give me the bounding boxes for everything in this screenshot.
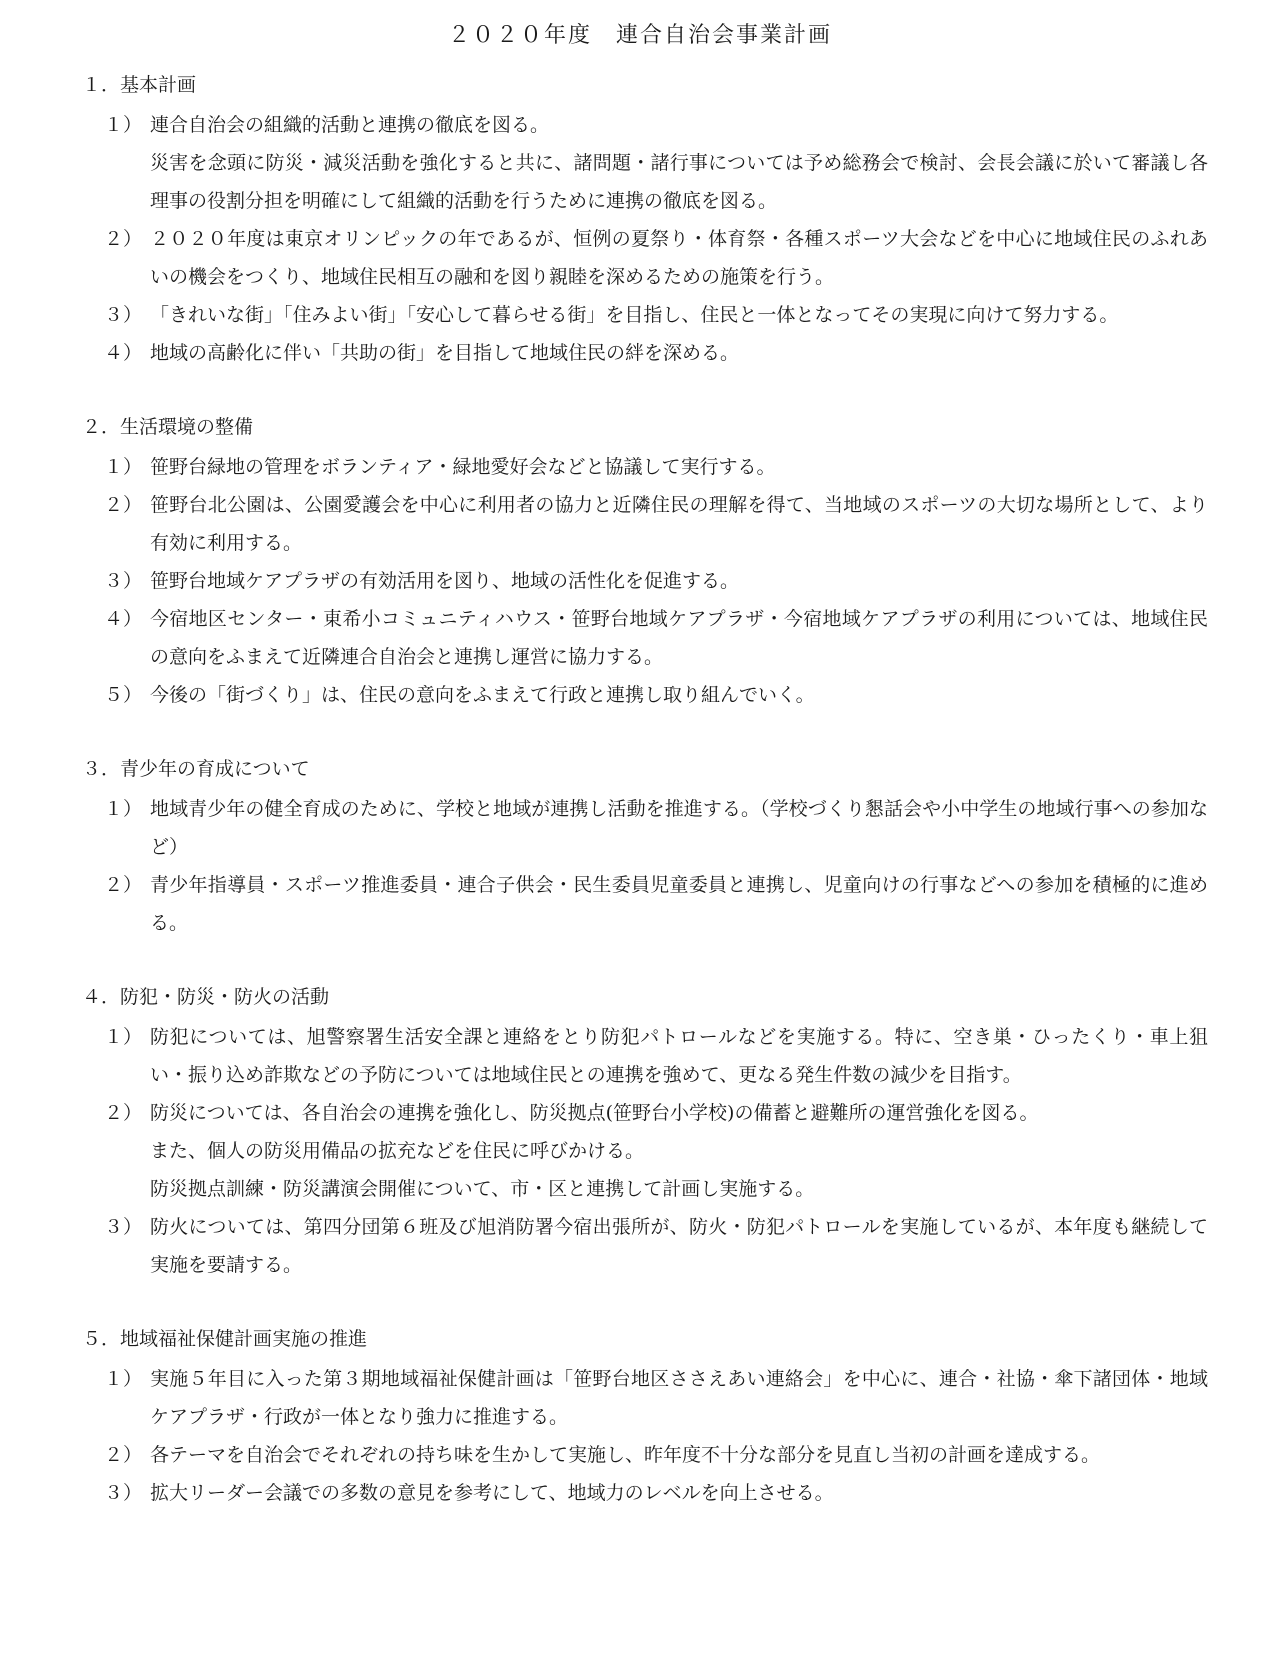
list-item <box>104 1360 1208 1436</box>
item-paragraph: 青少年指導員・スポーツ推進委員・連合子供会・民生委員児童委員と連携し、児童向けの行事などへの参加を積極的に進める。 <box>150 874 1208 934</box>
item-number: ２） <box>104 1444 143 1466</box>
item-paragraph: 今宿地区センター・東希小コミュニティハウス・笹野台地域ケアプラザ・今宿地域ケアプラザの利用については、地域住民の意向をふまえて近隣連合自治会と連携し運営に協力する。 <box>150 608 1208 668</box>
item-number: ５） <box>104 684 143 706</box>
item-number: １） <box>104 798 143 820</box>
section-2 <box>82 410 1208 714</box>
item-body <box>150 1208 1208 1284</box>
section-5 <box>82 1322 1208 1512</box>
list-item <box>104 448 1208 486</box>
list-item <box>104 1436 1208 1474</box>
item-paragraph: 今後の「街づくり」は、住民の意向をふまえて行政と連携し取り組んでいく。 <box>150 684 815 706</box>
item-paragraph: 防災については、各自治会の連携を強化し、防災拠点(笹野台小学校)の備蓄と避難所の運営強化を図る。 <box>150 1102 1039 1124</box>
list-item <box>104 1018 1208 1094</box>
list-item <box>104 296 1208 334</box>
item-paragraph: 地域の高齢化に伴い「共助の街」を目指して地域住民の絆を深める。 <box>150 342 740 364</box>
section-heading: ５．地域福祉保健計画実施の推進 <box>82 1328 368 1350</box>
list-item <box>104 1094 1208 1208</box>
item-body <box>150 296 1208 334</box>
list-item <box>104 106 1208 220</box>
item-number: ３） <box>104 304 143 326</box>
list-item <box>104 562 1208 600</box>
section-heading: ４．防犯・防災・防火の活動 <box>82 986 330 1008</box>
item-body <box>150 106 1208 220</box>
section-heading: ２．生活環境の整備 <box>82 416 254 438</box>
section-1 <box>82 68 1208 372</box>
list-item <box>104 676 1208 714</box>
item-number: ３） <box>104 1482 143 1504</box>
document-title: ２０２０年度 連合自治会事業計画 <box>447 23 832 48</box>
item-body <box>150 1018 1208 1094</box>
item-number: ２） <box>104 228 143 250</box>
item-paragraph: 連合自治会の組織的活動と連携の徹底を図る。 <box>150 114 550 136</box>
section-4 <box>82 980 1208 1284</box>
item-body <box>150 334 1208 372</box>
section-heading: ３．青少年の育成について <box>82 758 310 780</box>
item-body <box>150 1474 1208 1512</box>
item-number: ３） <box>104 1216 143 1238</box>
item-number: １） <box>104 114 143 136</box>
item-paragraph: 拡大リーダー会議での多数の意見を参考にして、地域力のレベルを向上させる。 <box>150 1482 834 1504</box>
item-number: ４） <box>104 342 143 364</box>
item-paragraph: ２０２０年度は東京オリンピックの年であるが、恒例の夏祭り・体育祭・各種スポーツ大会などを中心に地域住民のふれあいの機会をつくり、地域住民相互の融和を図り親睦を深めるための施策を行う。 <box>150 228 1208 288</box>
item-paragraph: 笹野台北公園は、公園愛護会を中心に利用者の協力と近隣住民の理解を得て、当地域のスポーツの大切な場所として、より有効に利用する。 <box>150 494 1208 554</box>
item-body <box>150 1094 1208 1208</box>
item-paragraph: また、個人の防災用備品の拡充などを住民に呼びかける。 <box>150 1140 645 1162</box>
item-number: ３） <box>104 570 143 592</box>
item-paragraph: 各テーマを自治会でそれぞれの持ち味を生かして実施し、昨年度不十分な部分を見直し当初の計画を達成する。 <box>150 1444 1101 1466</box>
item-body <box>150 866 1208 942</box>
item-number: １） <box>104 1026 143 1048</box>
list-item <box>104 334 1208 372</box>
section-3 <box>82 752 1208 942</box>
item-paragraph: 防火については、第四分団第６班及び旭消防署今宿出張所が、防火・防犯パトロールを実施しているが、本年度も継続して実施を要請する。 <box>150 1216 1208 1276</box>
item-body <box>150 790 1208 866</box>
item-paragraph: 地域青少年の健全育成のために、学校と地域が連携し活動を推進する。（学校づくり懇話会や小中学生の地域行事への参加など） <box>150 798 1208 858</box>
item-body <box>150 448 1208 486</box>
item-body <box>150 220 1208 296</box>
list-item <box>104 1474 1208 1512</box>
section-heading: １．基本計画 <box>82 74 197 96</box>
item-paragraph: 防犯については、旭警察署生活安全課と連絡をとり防犯パトロールなどを実施する。特に、空き巣・ひったくり・車上狙い・振り込め詐欺などの予防については地域住民との連携を強めて、更なる発生件数の減少を目指す。 <box>150 1026 1208 1086</box>
item-number: ４） <box>104 608 143 630</box>
item-paragraph: 実施５年目に入った第３期地域福祉保健計画は「笹野台地区ささえあい連絡会」を中心に、連合・社協・傘下諸団体・地域ケアプラザ・行政が一体となり強力に推進する。 <box>150 1368 1208 1428</box>
list-item <box>104 600 1208 676</box>
item-body <box>150 1360 1208 1436</box>
item-body <box>150 486 1208 562</box>
item-paragraph: 笹野台地域ケアプラザの有効活用を図り、地域の活性化を促進する。 <box>150 570 740 592</box>
item-body <box>150 676 1208 714</box>
list-item <box>104 1208 1208 1284</box>
item-body <box>150 600 1208 676</box>
item-number: ２） <box>104 874 143 896</box>
item-number: ２） <box>104 494 143 516</box>
item-number: １） <box>104 1368 143 1390</box>
list-item <box>104 220 1208 296</box>
list-item <box>104 790 1208 866</box>
item-body <box>150 1436 1208 1474</box>
item-paragraph: 災害を念頭に防災・減災活動を強化すると共に、諸問題・諸行事については予め総務会で検討、会長会議に於いて審議し各理事の役割分担を明確にして組織的活動を行うために連携の徹底を図る。 <box>150 152 1208 212</box>
item-number: １） <box>104 456 143 478</box>
item-paragraph: 笹野台緑地の管理をボランティア・緑地愛好会などと協議して実行する。 <box>150 456 776 478</box>
item-body <box>150 562 1208 600</box>
sections-container <box>0 68 1280 1512</box>
item-paragraph: 「きれいな街」「住みよい街」「安心して暮らせる街」を目指し、住民と一体となってその実現に向けて努力する。 <box>150 304 1119 326</box>
item-number: ２） <box>104 1102 143 1124</box>
list-item <box>104 866 1208 942</box>
list-item <box>104 486 1208 562</box>
item-paragraph: 防災拠点訓練・防災講演会開催について、市・区と連携して計画し実施する。 <box>150 1178 815 1200</box>
